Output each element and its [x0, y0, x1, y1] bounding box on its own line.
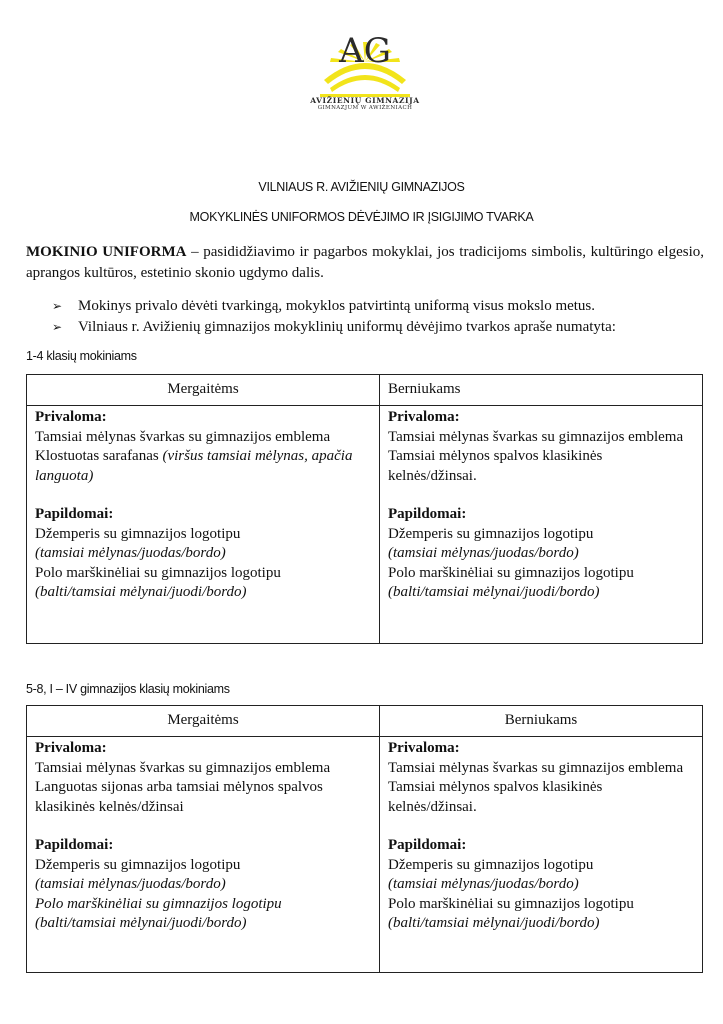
uniform-table-1-4 [26, 374, 703, 644]
section-heading-5-12: 5-8, I – IV gimnazijos klasių mokiniams [26, 682, 230, 696]
list-item: ➢ Vilniaus r. Avižienių gimnazijos mokyklinių uniformų dėvėjimo tvarkos apraše numatyta: [52, 317, 712, 338]
table-row [27, 406, 703, 644]
arrow-bullet-icon: ➢ [52, 320, 63, 334]
logo-school-name-polish: GIMNAZJUM W AWIŻENIACH [317, 105, 413, 111]
table-row [27, 737, 703, 973]
document-title: VILNIAUS R. AVIŽIENIŲ GIMNAZIJOS [258, 180, 465, 194]
sun-logo-icon [310, 28, 420, 98]
table-header-row [27, 706, 703, 737]
intro-term: MOKINIO UNIFORMA [26, 244, 187, 260]
logo-letters: AG [339, 31, 391, 71]
intro-text: – pasididžiavimo ir pagarbos mokyklai, jos tradicijoms simbolis, kultūringo elgesio, aprangos kultūros, estetinio skonio ugdymo dalis. [26, 244, 704, 281]
school-logo [300, 28, 430, 123]
col-girls-header: Mergaitėms [27, 706, 380, 737]
uniform-table-5-12 [26, 705, 703, 973]
col-boys-header: Berniukams [380, 706, 703, 737]
logo-school-name: AVIŽIENIŲ GIMNAZIJA [310, 96, 420, 105]
intro-paragraph [26, 242, 704, 284]
arrow-bullet-icon: ➢ [52, 299, 63, 313]
document-subtitle: MOKYKLINĖS UNIFORMOS DĖVĖJIMO IR ĮSIGIJIMO TVARKA [189, 210, 534, 224]
col-girls-header: Mergaitėms [27, 375, 380, 406]
table-header-row [27, 375, 703, 406]
list-item: ➢ Mokinys privalo dėvėti tvarkingą, mokyklos patvirtintą uniformą visus mokslo metus. [52, 296, 712, 317]
col-boys-header: Berniukams [380, 375, 703, 406]
boys-cell: Privaloma: Tamsiai mėlynas švarkas su gimnazijos emblema Tamsiai mėlynos spalvos klasikinės kelnės/džinsai. Papildomai: Džemperis su gimnazijos logotipu (tamsiai mėlynas/juodas/bordo) Polo marškinėliai su gimnazijos logotipu (balti/tamsiai mėlynai/juodi/bordo) [380, 406, 703, 644]
girls-cell: Privaloma: Tamsiai mėlynas švarkas su gimnazijos emblema Klostuotas sarafanas (viršus tamsiai mėlynas, apačia languota) Papildomai: Džemperis su gimnazijos logotipu (tamsiai mėlynas/juodas/bordo) Polo marškinėliai su gimnazijos logotipu (balti/tamsiai mėlynai/juodi/bordo) [27, 406, 380, 644]
boys-cell: Privaloma: Tamsiai mėlynas švarkas su gimnazijos emblema Tamsiai mėlynos spalvos klasikinės kelnės/džinsai. Papildomai: Džemperis su gimnazijos logotipu (tamsiai mėlynas/juodas/bordo) Polo marškinėliai su gimnazijos logotipu (balti/tamsiai mėlynai/juodi/bordo) [380, 737, 703, 973]
section-heading-1-4: 1-4 klasių mokiniams [26, 349, 137, 363]
bullet-list [52, 296, 712, 338]
girls-cell: Privaloma: Tamsiai mėlynas švarkas su gimnazijos emblema Languotas sijonas arba tamsiai mėlynos spalvos klasikinės kelnės/džinsai Papildomai: Džemperis su gimnazijos logotipu (tamsiai mėlynas/juodas/bordo) Polo marškinėliai su gimnazijos logotipu (balti/tamsiai mėlynai/juodi/bordo) [27, 737, 380, 973]
